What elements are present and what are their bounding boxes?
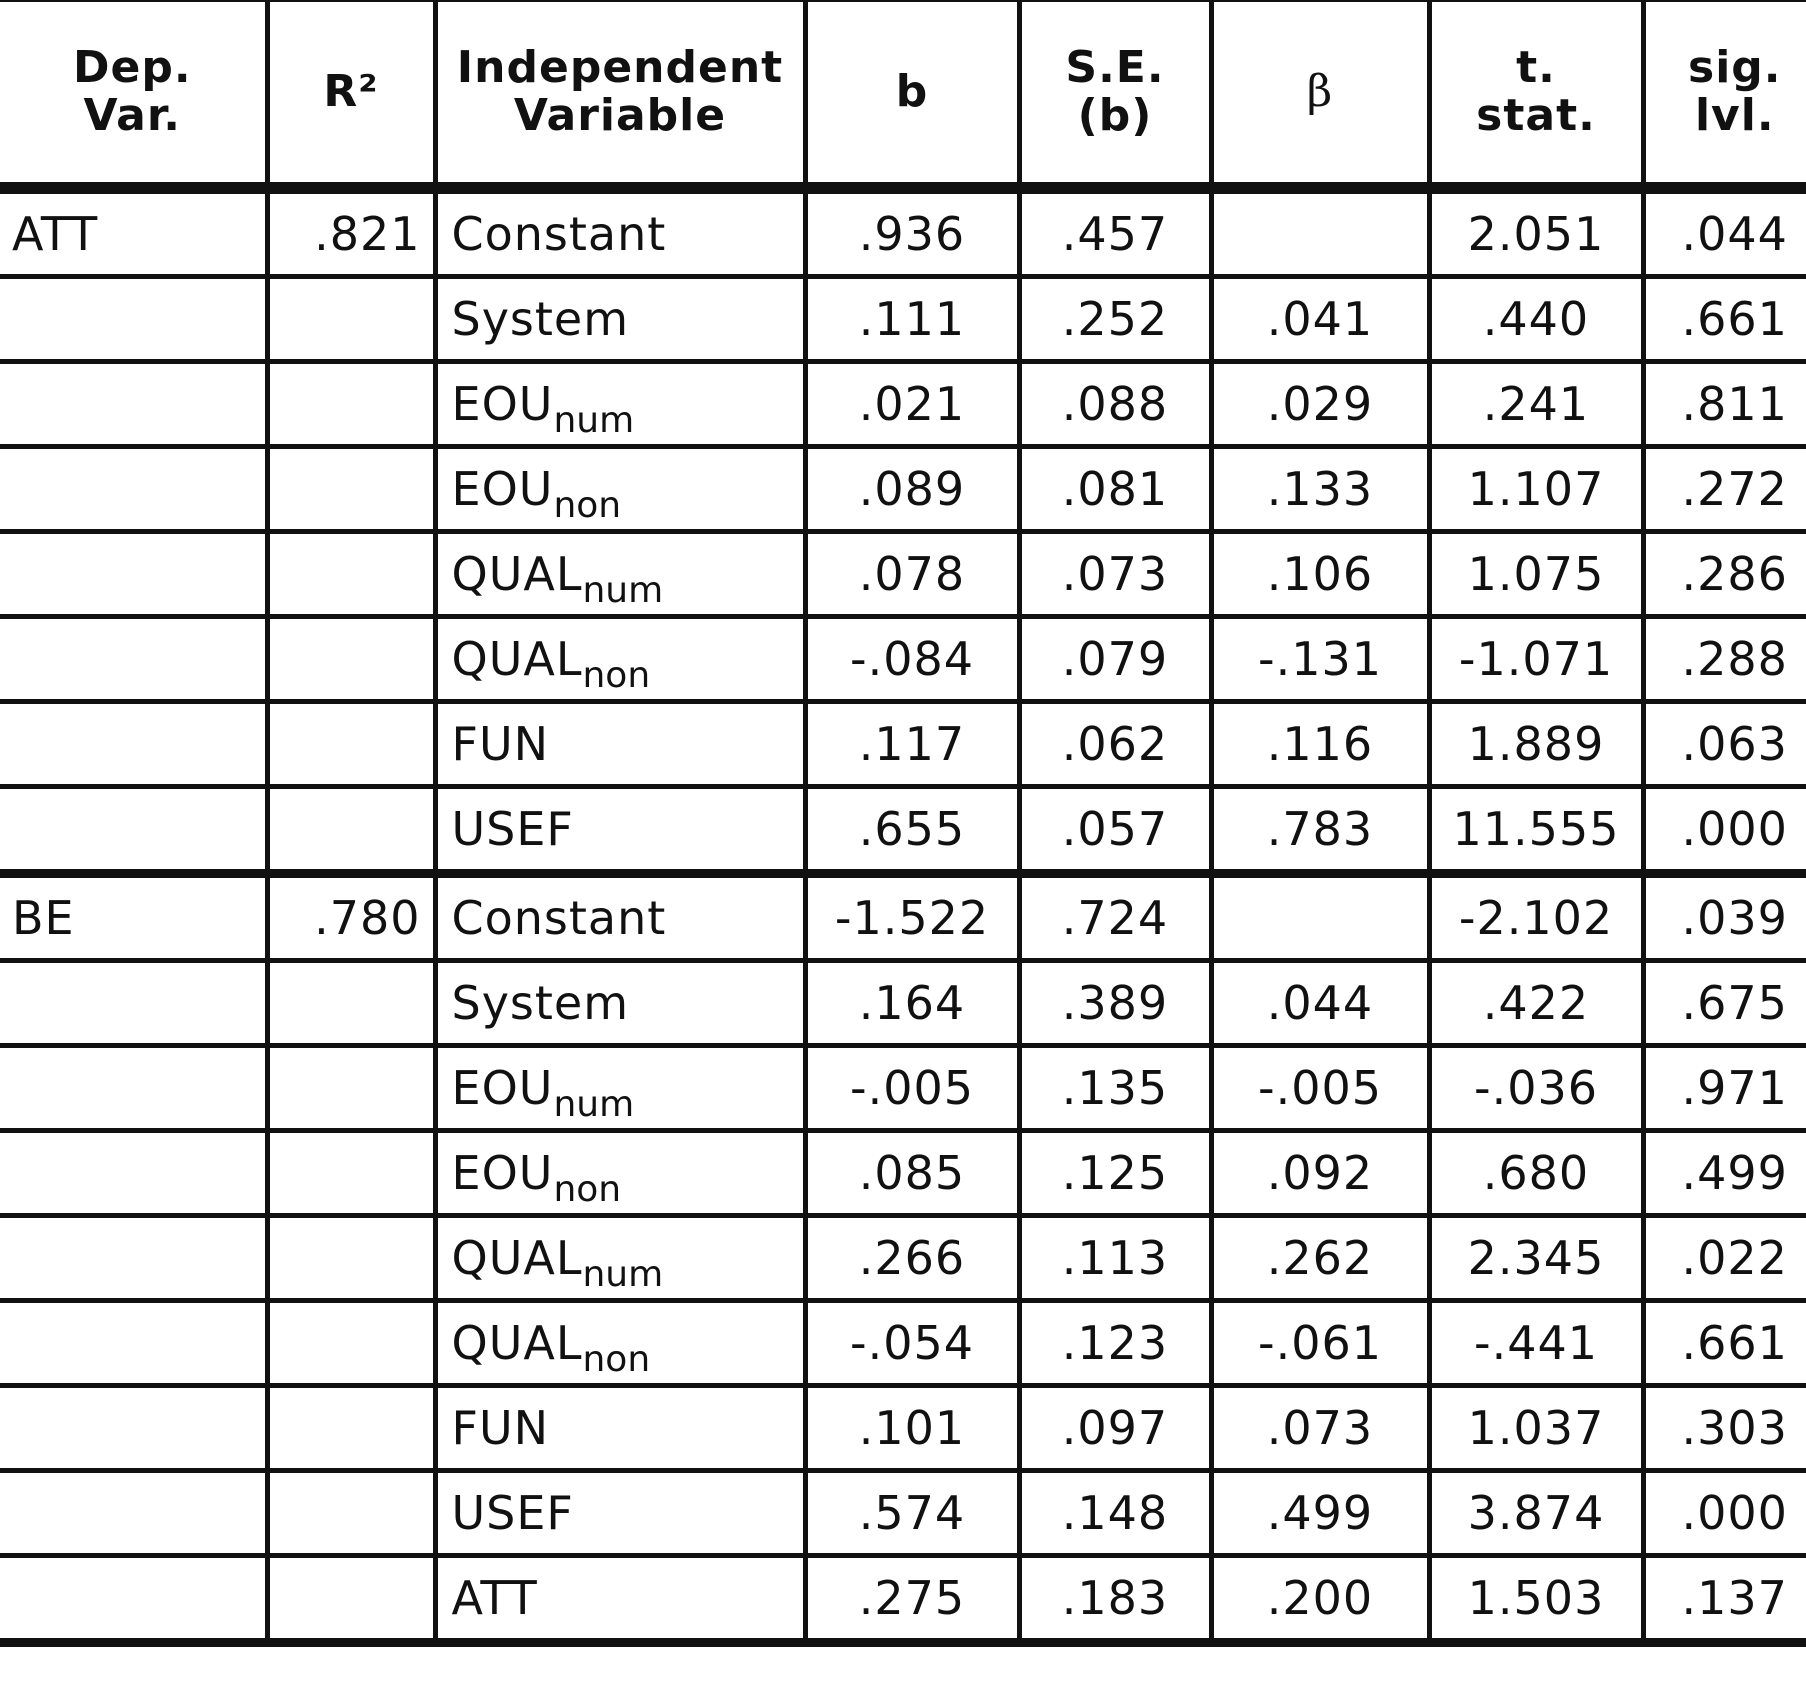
cell-se-b: .097 — [1019, 1386, 1211, 1471]
cell-b: .164 — [805, 961, 1019, 1046]
variable-name: QUAL — [451, 547, 583, 601]
header-dep-var — [0, 0, 267, 188]
cell-r2 — [267, 1471, 435, 1556]
cell-beta — [1211, 874, 1429, 961]
cell-sig-lvl: .675 — [1643, 961, 1806, 1046]
cell-independent-variable — [435, 1301, 805, 1386]
variable-name: EOU — [451, 377, 554, 431]
cell-t-stat: 1.503 — [1429, 1556, 1643, 1643]
variable-subscript: non — [582, 655, 651, 696]
cell-t-stat: .422 — [1429, 961, 1643, 1046]
cell-independent-variable — [435, 961, 805, 1046]
cell-se-b: .125 — [1019, 1131, 1211, 1216]
cell-dep-var — [0, 1131, 267, 1216]
cell-r2 — [267, 1216, 435, 1301]
cell-independent-variable — [435, 874, 805, 961]
cell-se-b: .057 — [1019, 787, 1211, 874]
cell-sig-lvl: .063 — [1643, 702, 1806, 787]
cell-se-b: .081 — [1019, 447, 1211, 532]
cell-t-stat: 1.107 — [1429, 447, 1643, 532]
cell-dep-var — [0, 787, 267, 874]
cell-t-stat: -1.071 — [1429, 617, 1643, 702]
cell-b: .101 — [805, 1386, 1019, 1471]
header-t-stat-line-1: t. — [1516, 42, 1556, 93]
cell-beta: .044 — [1211, 961, 1429, 1046]
cell-beta: .073 — [1211, 1386, 1429, 1471]
cell-independent-variable — [435, 447, 805, 532]
variable-name: FUN — [451, 1401, 550, 1455]
cell-b: .266 — [805, 1216, 1019, 1301]
variable-subscript: num — [582, 570, 664, 611]
cell-beta: .106 — [1211, 532, 1429, 617]
table-row — [0, 1556, 1806, 1643]
header-t-stat — [1429, 0, 1643, 188]
variable-name: USEF — [451, 1486, 574, 1540]
cell-r2 — [267, 1046, 435, 1131]
cell-t-stat: .241 — [1429, 362, 1643, 447]
cell-dep-var — [0, 1556, 267, 1643]
cell-se-b: .123 — [1019, 1301, 1211, 1386]
cell-se-b: .113 — [1019, 1216, 1211, 1301]
header-beta — [1211, 0, 1429, 188]
cell-r2 — [267, 1556, 435, 1643]
cell-independent-variable — [435, 1471, 805, 1556]
cell-t-stat: .680 — [1429, 1131, 1643, 1216]
table-row — [0, 874, 1806, 961]
cell-sig-lvl: .499 — [1643, 1131, 1806, 1216]
cell-t-stat: 2.051 — [1429, 188, 1643, 277]
cell-sig-lvl: .286 — [1643, 532, 1806, 617]
cell-b: -.084 — [805, 617, 1019, 702]
cell-r2 — [267, 532, 435, 617]
cell-b: -.005 — [805, 1046, 1019, 1131]
table-row — [0, 277, 1806, 362]
header-sig-lvl-line-1: sig. — [1688, 42, 1782, 93]
variable-name: System — [451, 292, 630, 346]
cell-t-stat: 1.889 — [1429, 702, 1643, 787]
cell-dep-var — [0, 702, 267, 787]
header-b — [805, 0, 1019, 188]
variable-name: EOU — [451, 462, 554, 516]
variable-name: QUAL — [451, 632, 583, 686]
variable-name: EOU — [451, 1061, 554, 1115]
table-row — [0, 188, 1806, 277]
table-row — [0, 702, 1806, 787]
cell-dep-var — [0, 961, 267, 1046]
header-r2 — [267, 0, 435, 188]
cell-t-stat: -2.102 — [1429, 874, 1643, 961]
table-row — [0, 961, 1806, 1046]
cell-se-b: .252 — [1019, 277, 1211, 362]
cell-beta: -.131 — [1211, 617, 1429, 702]
cell-dep-var — [0, 1471, 267, 1556]
cell-b: -1.522 — [805, 874, 1019, 961]
cell-b: .574 — [805, 1471, 1019, 1556]
table-row — [0, 1216, 1806, 1301]
cell-sig-lvl: .000 — [1643, 787, 1806, 874]
cell-beta: .200 — [1211, 1556, 1429, 1643]
cell-se-b: .183 — [1019, 1556, 1211, 1643]
table-row — [0, 1471, 1806, 1556]
cell-se-b: .088 — [1019, 362, 1211, 447]
cell-independent-variable — [435, 617, 805, 702]
cell-dep-var — [0, 362, 267, 447]
cell-beta: .783 — [1211, 787, 1429, 874]
cell-independent-variable — [435, 1046, 805, 1131]
cell-r2 — [267, 277, 435, 362]
cell-independent-variable — [435, 188, 805, 277]
cell-b: .078 — [805, 532, 1019, 617]
cell-beta: .116 — [1211, 702, 1429, 787]
table-row — [0, 617, 1806, 702]
cell-independent-variable — [435, 787, 805, 874]
cell-dep-var: ATT — [0, 188, 267, 277]
cell-r2 — [267, 1386, 435, 1471]
cell-t-stat: -.441 — [1429, 1301, 1643, 1386]
cell-b: .089 — [805, 447, 1019, 532]
cell-dep-var — [0, 1216, 267, 1301]
table-row — [0, 1301, 1806, 1386]
cell-dep-var — [0, 447, 267, 532]
header-sig-lvl — [1643, 0, 1806, 188]
cell-sig-lvl: .288 — [1643, 617, 1806, 702]
cell-se-b: .389 — [1019, 961, 1211, 1046]
variable-subscript: num — [553, 400, 635, 441]
cell-beta: -.061 — [1211, 1301, 1429, 1386]
table-row — [0, 1131, 1806, 1216]
cell-independent-variable — [435, 702, 805, 787]
header-r2-label: R² — [323, 66, 379, 117]
cell-sig-lvl: .000 — [1643, 1471, 1806, 1556]
cell-independent-variable — [435, 1131, 805, 1216]
variable-name: System — [451, 976, 630, 1030]
cell-t-stat: -.036 — [1429, 1046, 1643, 1131]
cell-sig-lvl: .303 — [1643, 1386, 1806, 1471]
header-independent-variable-line-1: Independent — [456, 42, 784, 93]
variable-name: Constant — [451, 207, 667, 261]
cell-dep-var — [0, 1301, 267, 1386]
cell-r2 — [267, 961, 435, 1046]
header-beta-label: β — [1306, 66, 1334, 117]
cell-r2 — [267, 1131, 435, 1216]
cell-sig-lvl: .022 — [1643, 1216, 1806, 1301]
cell-se-b: .062 — [1019, 702, 1211, 787]
cell-se-b: .079 — [1019, 617, 1211, 702]
cell-r2 — [267, 702, 435, 787]
header-dep-var-line-1: Dep. — [72, 42, 192, 93]
cell-se-b: .148 — [1019, 1471, 1211, 1556]
cell-se-b: .135 — [1019, 1046, 1211, 1131]
header-t-stat-line-2: stat. — [1476, 90, 1596, 141]
cell-beta: .133 — [1211, 447, 1429, 532]
variable-name: FUN — [451, 717, 550, 771]
variable-subscript: non — [553, 485, 622, 526]
cell-r2 — [267, 1301, 435, 1386]
cell-sig-lvl: .661 — [1643, 1301, 1806, 1386]
cell-sig-lvl: .661 — [1643, 277, 1806, 362]
header-se-b — [1019, 0, 1211, 188]
cell-b: .275 — [805, 1556, 1019, 1643]
cell-beta: .041 — [1211, 277, 1429, 362]
header-b-label: b — [895, 66, 929, 117]
cell-r2 — [267, 447, 435, 532]
cell-b: -.054 — [805, 1301, 1019, 1386]
cell-beta: .262 — [1211, 1216, 1429, 1301]
variable-subscript: non — [582, 1339, 651, 1380]
variable-name: Constant — [451, 891, 667, 945]
cell-b: .085 — [805, 1131, 1019, 1216]
cell-sig-lvl: .137 — [1643, 1556, 1806, 1643]
variable-name: QUAL — [451, 1316, 583, 1370]
cell-sig-lvl: .971 — [1643, 1046, 1806, 1131]
cell-dep-var — [0, 1046, 267, 1131]
cell-beta: -.005 — [1211, 1046, 1429, 1131]
cell-independent-variable — [435, 1386, 805, 1471]
cell-r2 — [267, 787, 435, 874]
cell-se-b: .457 — [1019, 188, 1211, 277]
variable-subscript: num — [553, 1084, 635, 1125]
cell-t-stat: 11.555 — [1429, 787, 1643, 874]
cell-se-b: .724 — [1019, 874, 1211, 961]
cell-independent-variable — [435, 277, 805, 362]
cell-sig-lvl: .272 — [1643, 447, 1806, 532]
cell-beta: .029 — [1211, 362, 1429, 447]
cell-t-stat: 1.075 — [1429, 532, 1643, 617]
table-row — [0, 447, 1806, 532]
cell-dep-var — [0, 617, 267, 702]
variable-name: EOU — [451, 1146, 554, 1200]
cell-dep-var — [0, 532, 267, 617]
header-se-b-line-1: S.E. — [1065, 42, 1165, 93]
cell-b: .021 — [805, 362, 1019, 447]
cell-independent-variable — [435, 532, 805, 617]
cell-dep-var: BE — [0, 874, 267, 961]
variable-subscript: num — [582, 1254, 664, 1295]
table-body — [0, 188, 1806, 1643]
cell-dep-var — [0, 277, 267, 362]
cell-b: .936 — [805, 188, 1019, 277]
cell-r2 — [267, 617, 435, 702]
header-independent-variable — [435, 0, 805, 188]
cell-r2 — [267, 362, 435, 447]
table-header — [0, 0, 1806, 188]
cell-r2: .821 — [267, 188, 435, 277]
table-row — [0, 362, 1806, 447]
header-sig-lvl-line-2: lvl. — [1694, 90, 1775, 141]
header-dep-var-line-2: Var. — [83, 90, 181, 141]
table-row — [0, 787, 1806, 874]
cell-sig-lvl: .039 — [1643, 874, 1806, 961]
header-row — [0, 0, 1806, 188]
header-independent-variable-line-2: Variable — [513, 90, 727, 141]
cell-independent-variable — [435, 362, 805, 447]
variable-name: ATT — [451, 1571, 538, 1625]
variable-name: QUAL — [451, 1231, 583, 1285]
header-se-b-line-2: (b) — [1077, 90, 1153, 141]
cell-t-stat: 3.874 — [1429, 1471, 1643, 1556]
cell-beta: .092 — [1211, 1131, 1429, 1216]
cell-independent-variable — [435, 1556, 805, 1643]
table-row — [0, 532, 1806, 617]
cell-r2: .780 — [267, 874, 435, 961]
cell-b: .655 — [805, 787, 1019, 874]
cell-t-stat: 1.037 — [1429, 1386, 1643, 1471]
variable-subscript: non — [553, 1169, 622, 1210]
cell-sig-lvl: .044 — [1643, 188, 1806, 277]
cell-independent-variable — [435, 1216, 805, 1301]
cell-t-stat: .440 — [1429, 277, 1643, 362]
cell-beta — [1211, 188, 1429, 277]
cell-b: .117 — [805, 702, 1019, 787]
table-row — [0, 1046, 1806, 1131]
variable-name: USEF — [451, 802, 574, 856]
cell-b: .111 — [805, 277, 1019, 362]
cell-t-stat: 2.345 — [1429, 1216, 1643, 1301]
table-row — [0, 1386, 1806, 1471]
cell-beta: .499 — [1211, 1471, 1429, 1556]
cell-dep-var — [0, 1386, 267, 1471]
cell-sig-lvl: .811 — [1643, 362, 1806, 447]
cell-se-b: .073 — [1019, 532, 1211, 617]
